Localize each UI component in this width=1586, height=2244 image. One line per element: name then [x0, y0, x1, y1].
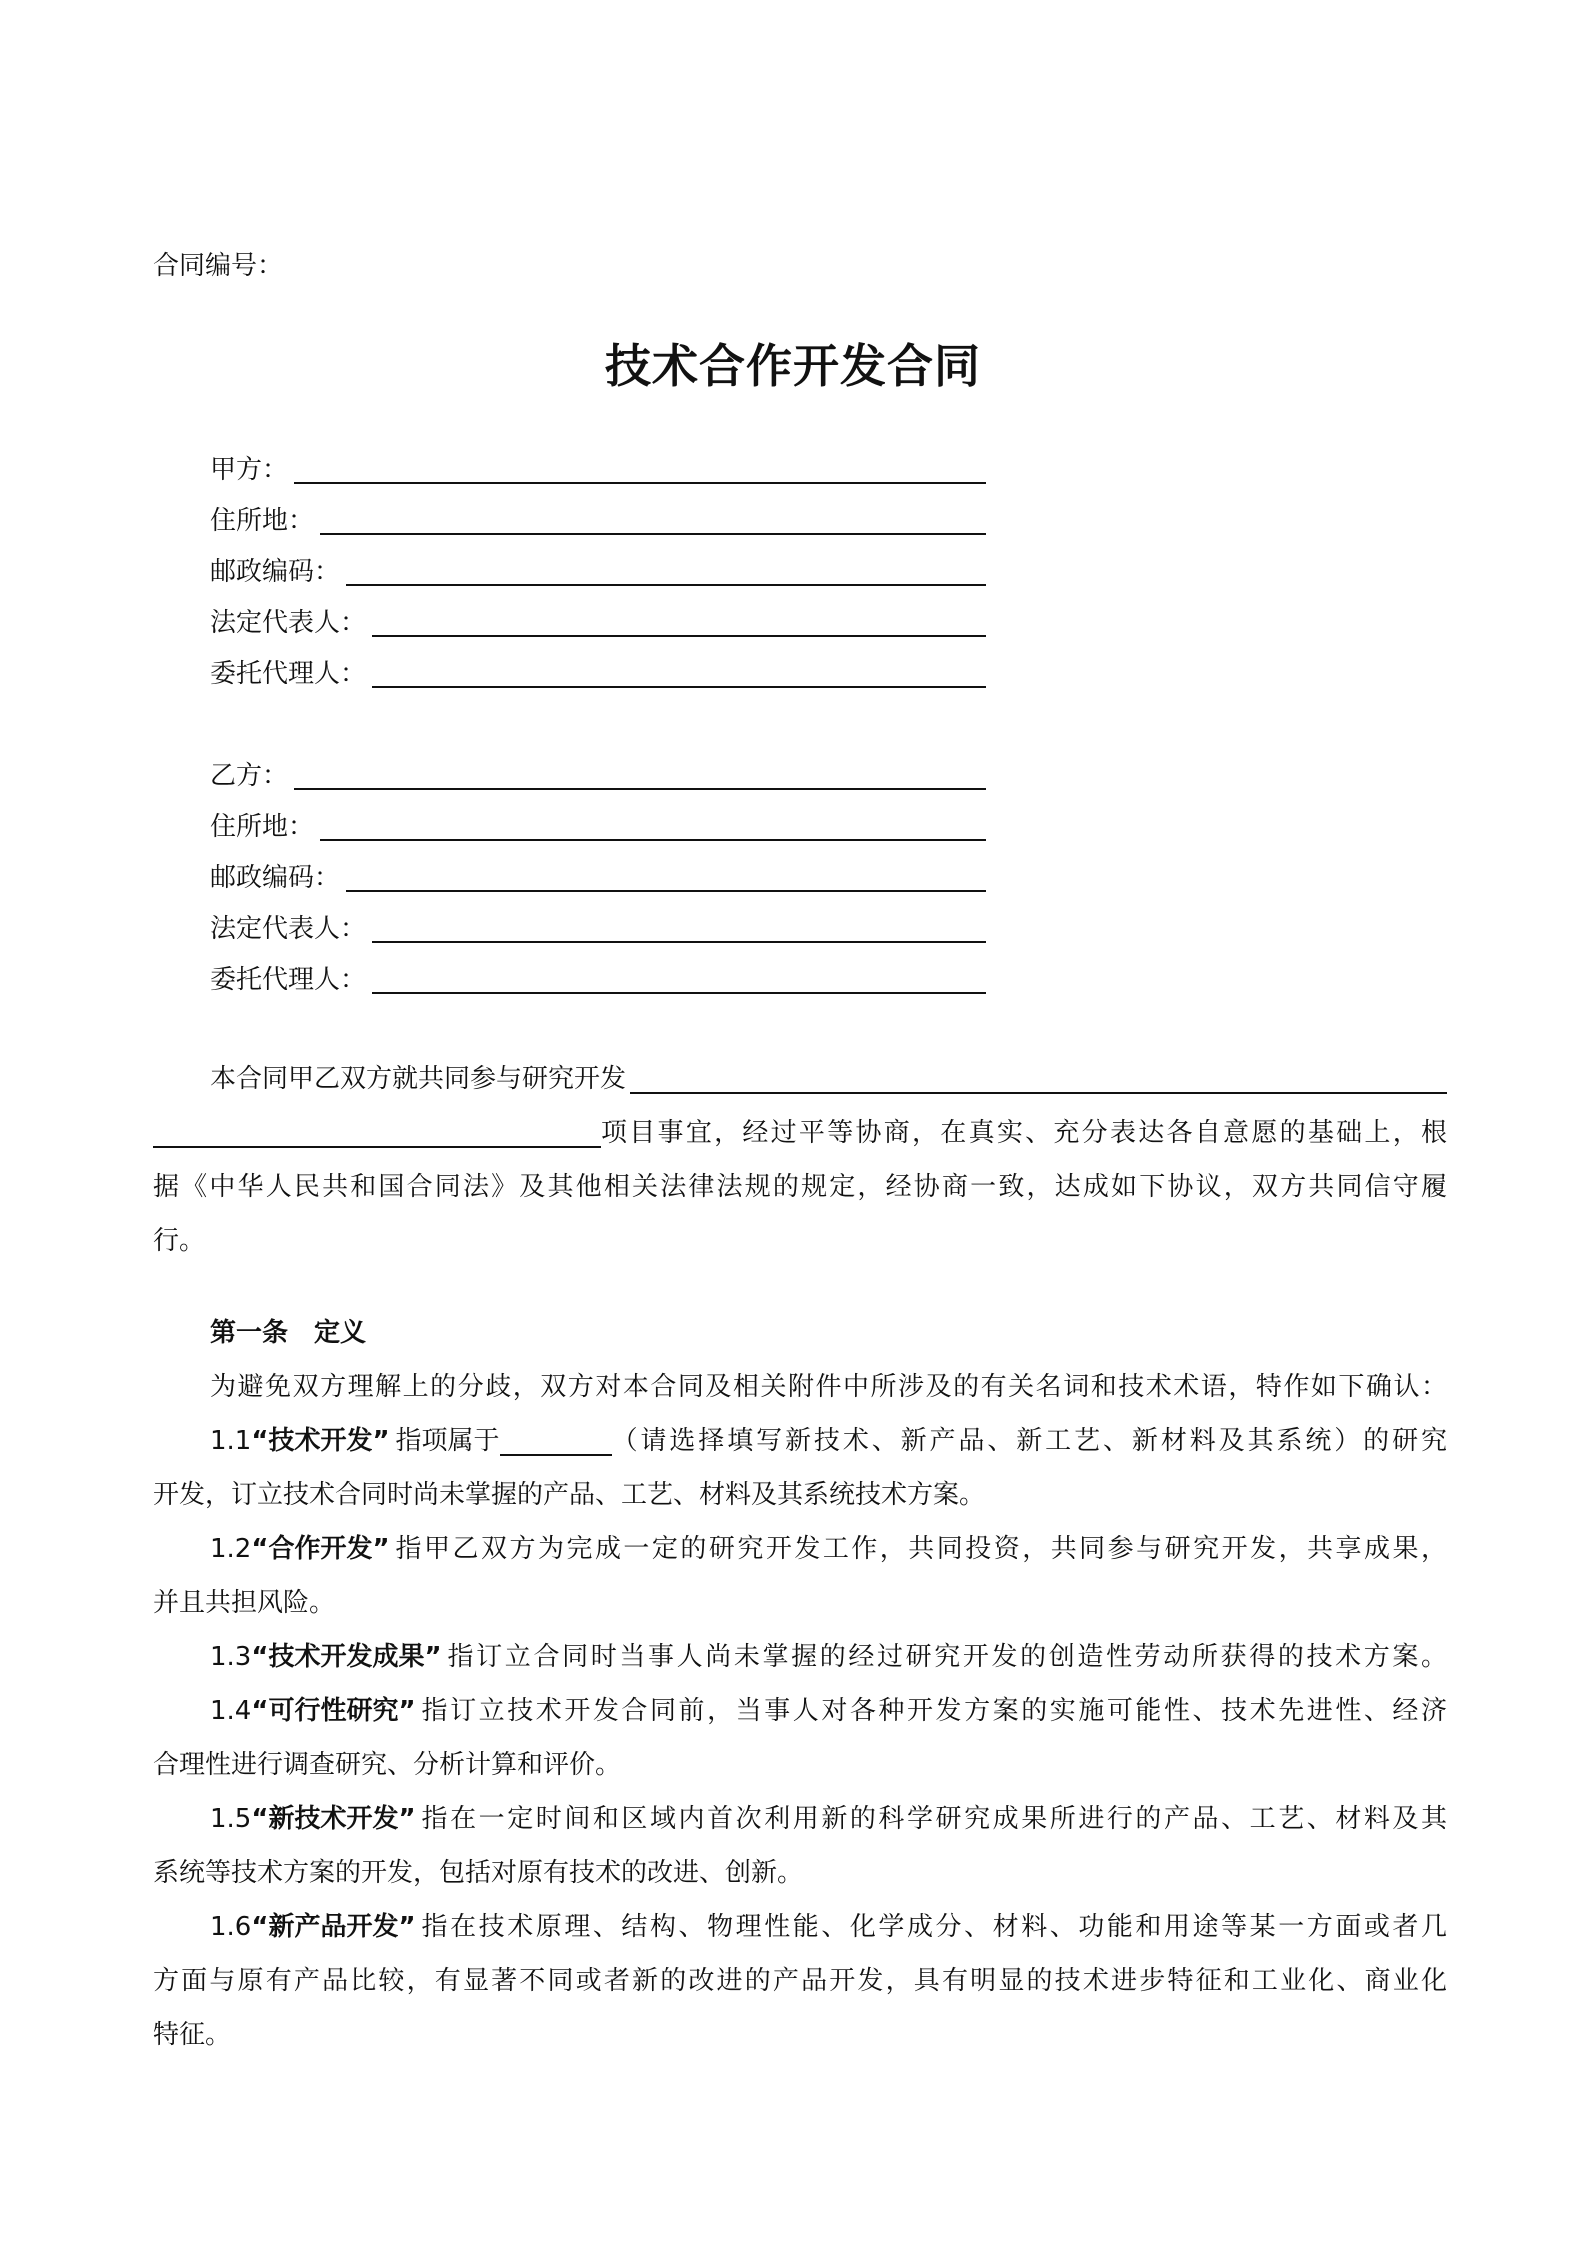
- party-a-agent-row: [210, 652, 986, 692]
- party-a-name-row: [210, 448, 986, 488]
- definition-1-1-text: （请选择填写新技术、新产品、新工艺、新材料及其系统）的研究: [611, 1426, 1447, 1456]
- definition-1-2-number: 1.2: [210, 1534, 252, 1564]
- technology-type-blank: [500, 1424, 612, 1456]
- party-b-name-label: 乙方：: [210, 761, 289, 791]
- party-a-legal-rep-row: [210, 601, 986, 641]
- party-b-address-label: 住所地：: [210, 812, 315, 842]
- party-a-name-label: 甲方：: [210, 455, 289, 485]
- party-a-address-label: 住所地：: [210, 506, 315, 536]
- definition-1-2-text: 指甲乙双方为完成一定的研究开发工作，共同投资，共同参与研究开发，共享成果，: [395, 1534, 1447, 1564]
- definition-1-4: [153, 1684, 1447, 1738]
- preamble-text-2: 项目事宜，经过平等协商，在真实、充分表达各自意愿的基础上，根: [601, 1118, 1447, 1148]
- definition-1-2-line-2: 并且共担风险。: [153, 1588, 336, 1618]
- project-name-blank: [630, 1062, 1447, 1094]
- definition-1-4-number: 1.4: [210, 1696, 252, 1726]
- party-a-postcode-row: [210, 550, 986, 590]
- definition-1-4-line-2: 合理性进行调查研究、分析计算和评价。: [153, 1750, 622, 1780]
- party-b-address-blank: [320, 809, 986, 841]
- definition-1-3-term: “技术开发成果”: [251, 1642, 442, 1672]
- article-1-intro: 为避免双方理解上的分歧，双方对本合同及相关附件中所涉及的有关名词和技术术语，特作如下确认：: [210, 1372, 1447, 1402]
- preamble: [153, 1052, 1447, 1268]
- definition-1-4-term: “可行性研究”: [251, 1696, 416, 1726]
- party-b-legal-rep-label: 法定代表人：: [210, 914, 367, 944]
- party-a-address-row: [210, 499, 986, 539]
- definition-1-1-term: “技术开发”: [251, 1426, 390, 1456]
- definition-1-6-number: 1.6: [210, 1912, 252, 1942]
- definition-1-3-number: 1.3: [210, 1642, 252, 1672]
- party-b-legal-rep-blank: [372, 911, 986, 943]
- contract-number-label: 合同编号：: [153, 251, 284, 281]
- party-a-agent-label: 委托代理人：: [210, 659, 367, 689]
- preamble-text-1: 本合同甲乙双方就共同参与研究开发: [210, 1064, 627, 1094]
- party-b-postcode-blank: [346, 860, 986, 892]
- article-1-heading: 第一条 定义: [210, 1318, 367, 1348]
- definition-1-6-line-2: 方面与原有产品比较，有显著不同或者新的改进的产品开发，具有明显的技术进步特征和工业化、商业化: [153, 1966, 1447, 1996]
- party-b-agent-label: 委托代理人：: [210, 965, 367, 995]
- definition-1-1-line-2: 开发，订立技术合同时尚未掌握的产品、工艺、材料及其系统技术方案。: [153, 1480, 986, 1510]
- party-a-address-blank: [320, 503, 986, 535]
- definition-1-1: [153, 1414, 1447, 1468]
- document-title: 技术合作开发合同: [605, 339, 981, 393]
- definition-1-3: [153, 1630, 1447, 1684]
- preamble-text-4: 行。: [153, 1226, 206, 1256]
- article-1: [153, 1306, 1447, 2062]
- definition-1-5-line-2: 系统等技术方案的开发，包括对原有技术的改进、创新。: [153, 1858, 804, 1888]
- definition-1-2-term: “合作开发”: [251, 1534, 390, 1564]
- party-a-legal-rep-blank: [372, 605, 986, 637]
- definition-1-6-text: 指在技术原理、结构、物理性能、化学成分、材料、功能和用途等某一方面或者几: [421, 1912, 1447, 1942]
- preamble-text-3: 据《中华人民共和国合同法》及其他相关法律法规的规定，经协商一致，达成如下协议，双方共同信守履: [153, 1172, 1447, 1202]
- definition-1-5-number: 1.5: [210, 1804, 252, 1834]
- definition-1-3-text: 指订立合同时当事人尚未掌握的经过研究开发的创造性劳动所获得的技术方案。: [447, 1642, 1447, 1672]
- project-name-blank-continued: [153, 1116, 601, 1148]
- party-b-agent-blank: [372, 962, 986, 994]
- preamble-line-1: [153, 1052, 1447, 1106]
- party-a-agent-blank: [372, 656, 986, 688]
- definition-1-2: [153, 1522, 1447, 1576]
- party-a-name-blank: [294, 452, 986, 484]
- definition-1-4-text: 指订立技术开发合同前，当事人对各种开发方案的实施可能性、技术先进性、经济: [421, 1696, 1447, 1726]
- party-b-name-row: [210, 754, 986, 794]
- definition-1-6-line-3: 特征。: [153, 2020, 232, 2050]
- party-a-postcode-label: 邮政编码：: [210, 557, 341, 587]
- party-b-postcode-label: 邮政编码：: [210, 863, 341, 893]
- party-b-postcode-row: [210, 856, 986, 896]
- party-a-legal-rep-label: 法定代表人：: [210, 608, 367, 638]
- party-b-name-blank: [294, 758, 986, 790]
- party-b-address-row: [210, 805, 986, 845]
- preamble-line-2: [153, 1106, 1447, 1160]
- party-b-legal-rep-row: [210, 907, 986, 947]
- definition-1-5-text: 指在一定时间和区域内首次利用新的科学研究成果所进行的产品、工艺、材料及其: [421, 1804, 1447, 1834]
- definition-1-6-term: “新产品开发”: [251, 1912, 416, 1942]
- definition-1-5-term: “新技术开发”: [251, 1804, 416, 1834]
- party-a-postcode-blank: [346, 554, 986, 586]
- definition-1-6: [153, 1900, 1447, 1954]
- definition-1-1-pre: 指项属于: [395, 1426, 500, 1456]
- definition-1-5: [153, 1792, 1447, 1846]
- definition-1-1-number: 1.1: [210, 1426, 252, 1456]
- party-b-agent-row: [210, 958, 986, 998]
